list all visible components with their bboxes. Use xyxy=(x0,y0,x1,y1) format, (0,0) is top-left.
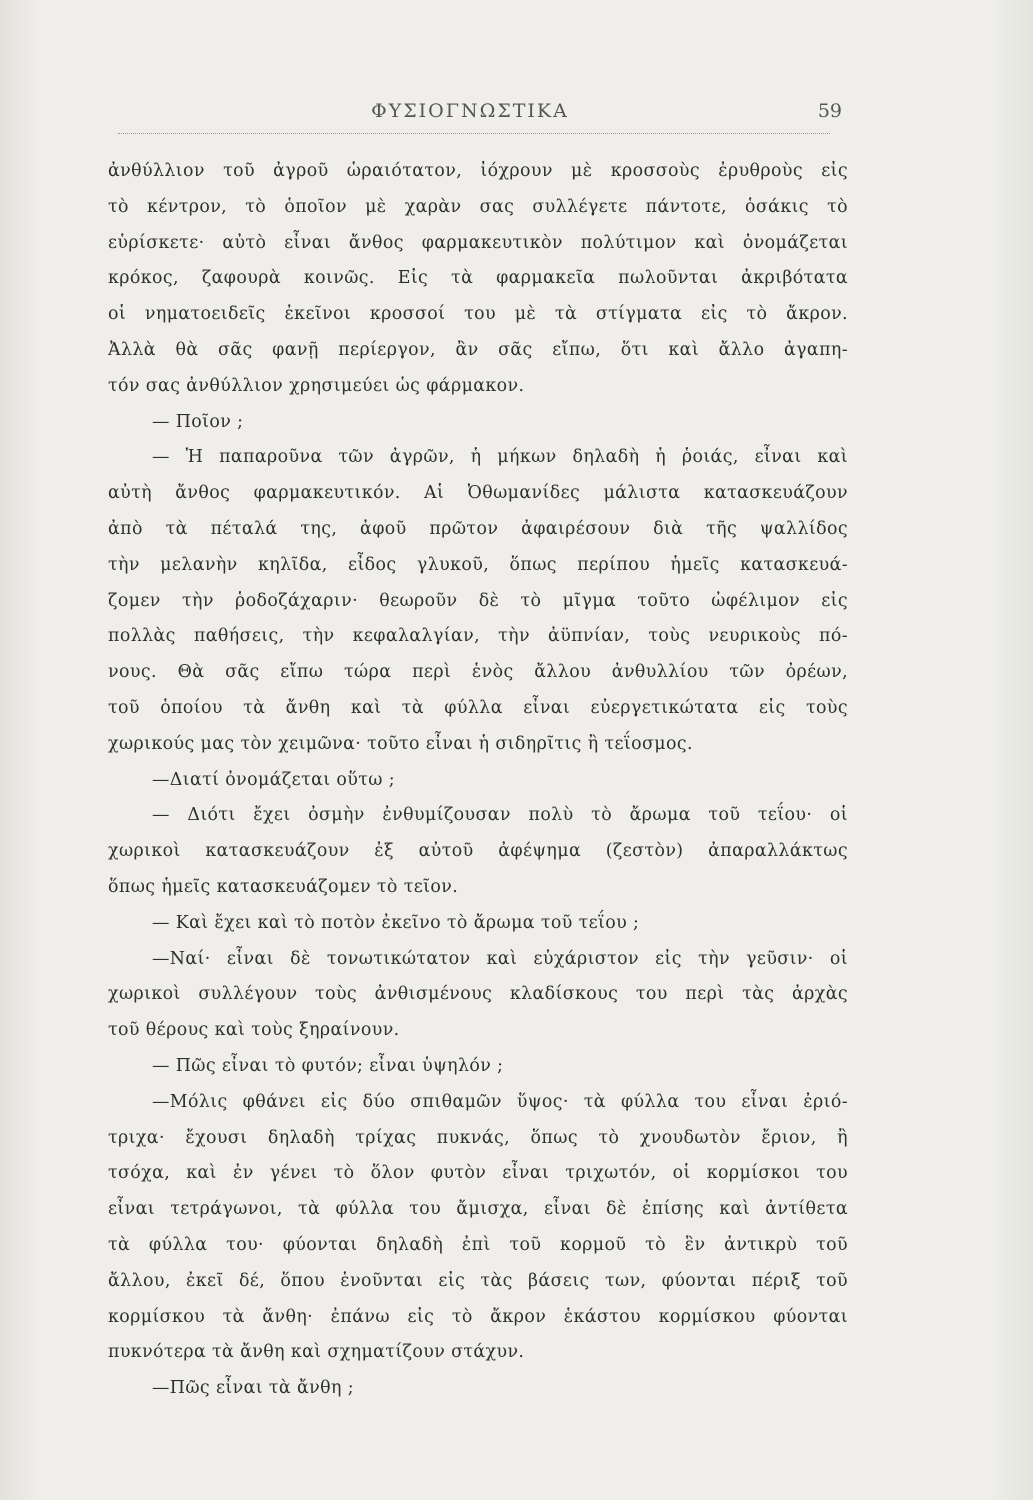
text-line: χωρικοὶ συλλέγουν τοὺς ἀνθισμένους κλαδίσκους του περὶ τὰς ἀρχὰς xyxy=(108,984,848,1005)
running-title: ΦΥΣΙΟΓΝΩΣΤΙΚΑ xyxy=(371,100,569,122)
text-line: Ἀλλὰ θὰ σᾶς φανῇ περίεργον, ἂν σᾶς εἴπω, ὅτι καὶ ἄλλο ἀγαπη- xyxy=(108,339,848,360)
text-line: τὴν μελανὴν κηλῖδα, εἶδος γλυκοῦ, ὅπως περίπου ἡμεῖς κατασκευά- xyxy=(108,554,848,575)
text-line: τοῦ ὁποίου τὰ ἄνθη καὶ τὰ φύλλα εἶναι εὐεργετικώτατα εἰς τοὺς xyxy=(108,697,848,718)
text-line: ἀνθύλλιον τοῦ ἀγροῦ ὡραιότατον, ἰόχρουν μὲ κροσσοὺς ἐρυθροὺς εἰς xyxy=(108,161,848,181)
text-line: — Ἡ παπαροῦνα τῶν ἀγρῶν, ἡ μήκων δηλαδὴ ἡ ῥοιάς, εἶναι καὶ xyxy=(152,447,848,468)
text-line: —Μόλις φθάνει εἰς δύο σπιθαμῶν ὕψος· τὰ φύλλα του εἶναι ἐριό- xyxy=(152,1091,848,1112)
header-rule xyxy=(118,133,830,134)
text-line: χωρικούς μας τὸν χειμῶνα· τοῦτο εἶναι ἡ σιδηρῖτις ἢ τεΐοσμος. xyxy=(108,733,693,754)
text-line: — Ποῖον ; xyxy=(152,411,244,432)
body-text xyxy=(108,154,848,1407)
page-header xyxy=(110,100,842,136)
page-number: 59 xyxy=(817,100,842,122)
text-line: ὅπως ἡμεῖς κατασκευάζομεν τὸ τεῖον. xyxy=(108,876,459,897)
text-line: τὰ φύλλα του· φύονται δηλαδὴ ἐπὶ τοῦ κορμοῦ τὸ ἓν ἀντικρὺ τοῦ xyxy=(108,1234,848,1255)
text-line: —Ναί· εἶναι δὲ τονωτικώτατον καὶ εὐχάριστον εἰς τὴν γεῦσιν· οἱ xyxy=(152,948,848,969)
text-line: τσόχα, καὶ ἐν γένει τὸ ὅλον φυτὸν εἶναι τριχωτόν, οἱ κορμίσκοι του xyxy=(108,1163,848,1184)
text-line: πυκνότερα τὰ ἄνθη καὶ σχηματίζουν στάχυν. xyxy=(108,1342,525,1363)
text-line: —Διατί ὀνομάζεται οὕτω ; xyxy=(152,769,396,790)
text-line: κορμίσκου τὰ ἄνθη· ἐπάνω εἰς τὸ ἄκρον ἑκάστου κορμίσκου φύονται xyxy=(108,1306,848,1327)
text-line: ἀπὸ τὰ πέταλά της, ἀφοῦ πρῶτον ἀφαιρέσουν διὰ τῆς ψαλλίδος xyxy=(108,518,848,539)
text-line: —Πῶς εἶναι τὰ ἄνθη ; xyxy=(152,1378,354,1399)
text-line: οἱ νηματοειδεῖς ἐκεῖνοι κροσσοί του μὲ τὰ στίγματα εἰς τὸ ἄκρον. xyxy=(108,304,848,325)
text-line: αὐτὴ ἄνθος φαρμακευτικόν. Αἱ Ὀθωμανίδες μάλιστα κατασκευάζουν xyxy=(108,483,848,504)
text-line: πολλὰς παθήσεις, τὴν κεφαλαλγίαν, τὴν ἀϋπνίαν, τοὺς νευρικοὺς πό- xyxy=(108,626,848,647)
text-line: τοῦ θέρους καὶ τοὺς ξηραίνουν. xyxy=(108,1020,400,1041)
text-line: ζομεν τὴν ῥοδοζάχαριν· θεωροῦν δὲ τὸ μῖγμα τοῦτο ὠφέλιμον εἰς xyxy=(108,590,848,611)
text-line: ἄλλου, ἐκεῖ δέ, ὅπου ἑνοῦνται εἰς τὰς βάσεις των, φύονται πέριξ τοῦ xyxy=(108,1270,848,1291)
text-line: — Καὶ ἔχει καὶ τὸ ποτὸν ἐκεῖνο τὸ ἄρωμα τοῦ τεΐου ; xyxy=(152,912,640,933)
text-line: — Διότι ἔχει ὀσμὴν ἐνθυμίζουσαν πολὺ τὸ ἄρωμα τοῦ τεΐου· οἱ xyxy=(152,805,848,826)
text-line: κρόκος, ζαφουρὰ κοινῶς. Εἰς τὰ φαρμακεῖα πωλοῦνται ἀκριβότατα xyxy=(108,268,848,289)
text-line: τόν σας ἀνθύλλιον χρησιμεύει ὡς φάρμακον. xyxy=(108,375,525,396)
text-line: εἶναι τετράγωνοι, τὰ φύλλα του ἄμισχα, εἶναι δὲ ἐπίσης καὶ ἀντίθετα xyxy=(108,1199,848,1220)
text-line: νους. Θὰ σᾶς εἴπω τώρα περὶ ἑνὸς ἄλλου ἀνθυλλίου τῶν ὀρέων, xyxy=(108,662,848,683)
text-line: εὑρίσκετε· αὐτὸ εἶναι ἄνθος φαρμακευτικὸν πολύτιμον καὶ ὀνομάζεται xyxy=(108,232,848,253)
text-line: τὸ κέντρον, τὸ ὁποῖον μὲ χαρὰν σας συλλέγετε πάντοτε, ὁσάκις τὸ xyxy=(108,196,848,217)
text-line: — Πῶς εἶναι τὸ φυτόν; εἶναι ὑψηλόν ; xyxy=(152,1055,504,1076)
text-line: τριχα· ἔχουσι δηλαδὴ τρίχας πυκνάς, ὅπως τὸ χνουδωτὸν ἔριον, ἢ xyxy=(108,1127,848,1148)
text-line: χωρικοὶ κατασκευάζουν ἐξ αὐτοῦ ἀφέψημα (ζεστὸν) ἀπαραλλάκτως xyxy=(108,841,848,862)
